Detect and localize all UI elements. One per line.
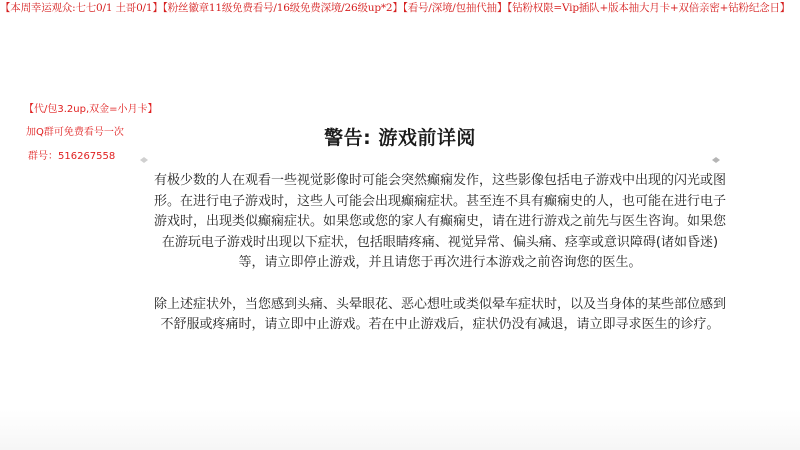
stream-banner: [0, 0, 800, 16]
banner-segment-services: 【看号/深境/包抽代抽】: [402, 2, 508, 14]
banner-segment-lucky-viewer: 【本周幸运观众:七七0/1 土哥0/1】: [0, 2, 163, 14]
seizure-warning-text: [150, 171, 730, 336]
banner-segment-fan-badge: 【粉丝徽章11级免费看号/16级免费深境/26级up*2】: [162, 2, 403, 14]
bottom-fade: [0, 410, 800, 450]
banner-segment-diamond-perks: 【钻粉权限=Vip插队+版本抽大月卡+双倍亲密+钻粉纪念日】: [507, 2, 791, 14]
divider-ornament-icon: [140, 156, 720, 164]
title-divider: [140, 156, 720, 164]
promo-group-number: 群号：516267558: [28, 151, 116, 162]
warning-title: 警告: 游戏前详阅: [324, 127, 476, 149]
promo-qq-group-line: 加Q群可免费看号一次: [26, 127, 124, 138]
warning-paragraph-2: 除上述症状外，当您感到头痛、头晕眼花、恶心想吐或类似晕车症状时，以及当身体的某些部位感到不舒服或疼痛时，请立即中止游戏。若在中止游戏后，症状仍没有减退，请立即寻求医生的诊疗。: [153, 296, 726, 332]
promo-price-line: 【代/包3.2up,双金=小月卡】: [24, 104, 158, 115]
warning-paragraph-1: 有极少数的人在观看一些视觉影像时可能会突然癫痫发作，这些影像包括电子游戏中出现的闪光或图形。在进行电子游戏时，这些人可能会出现癫痫症状。甚至连不具有癫痫史的人，也可能在进行电子游戏时，出现类似癫痫症状。如果您或您的家人有癫痫史，请在进行游戏之前先与医生咨询。如果您在游玩电子游戏时出现以下症状，包括眼睛疼痛、视觉异常、偏头痛、痉挛或意识障碍(诸如昏迷)等，请立即停止游戏，并且请您于再次进行本游戏之前咨询您的医生。: [153, 173, 726, 270]
